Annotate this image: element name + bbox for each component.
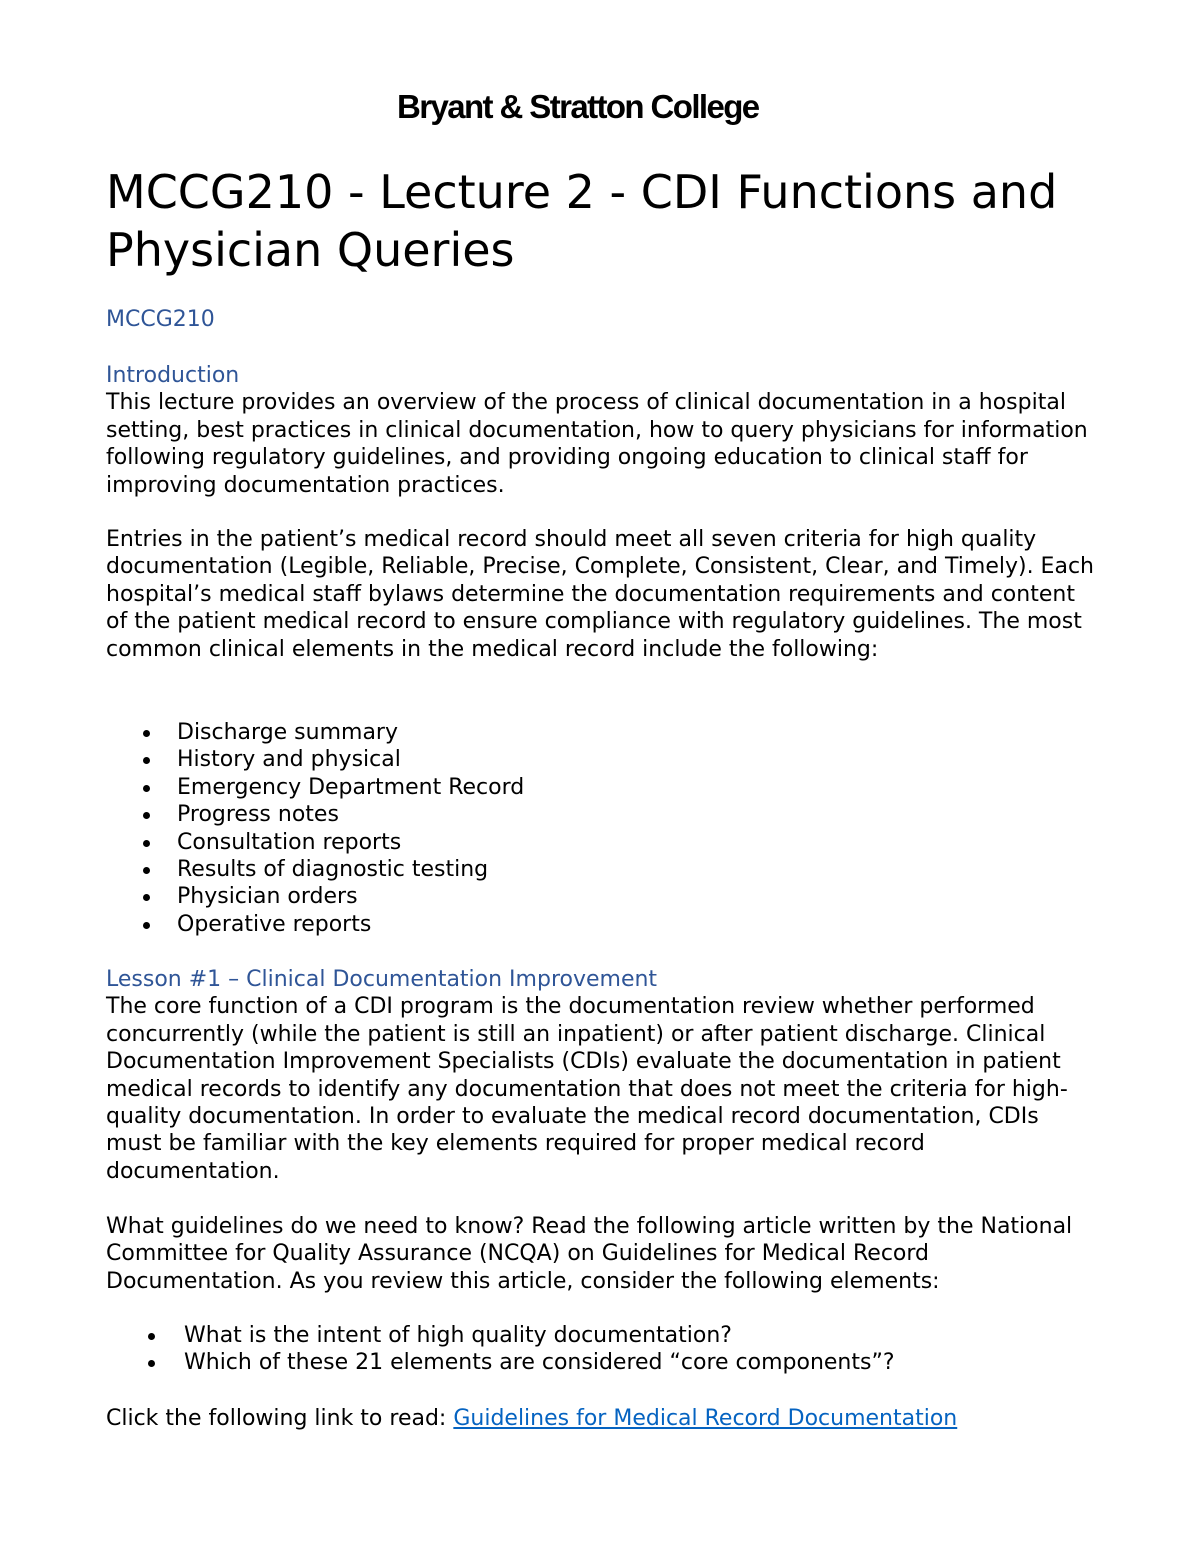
review-questions-list [106,1322,895,1377]
list-item: Operative reports [106,911,524,938]
link-line [106,1405,1101,1432]
lesson1-section [106,966,1101,1185]
lesson1-paragraph: The core function of a CDI program is the documentation review whether performed concurrently (while the patient is still an inpatient) or after patient discharge. Clinical Documentation Improvement Specialists (CDIs) evaluate the documentation in patient medical records to identify any documentation that does not meet the criteria for high-quality documentation. In order to evaluate the medical record documentation, CDIs must be familiar with the key elements required for proper medical record documentation. [106,994,1068,1184]
lesson1-heading: Lesson #1 – Clinical Documentation Improvement [106,967,658,992]
introduction-section [106,362,1101,499]
list-item: Emergency Department Record [106,774,524,801]
introduction-paragraph: This lecture provides an overview of the process of clinical documentation in a hospital setting, best practices in clinical documentation, how to query physicians for information following regulatory guidelines, and providing ongoing education to clinical staff for improving documentation practices. [106,390,1088,498]
link-prompt: Click the following link to read: [106,1406,454,1431]
criteria-paragraph: Entries in the patient’s medical record should meet all seven criteria for high quality documentation (Legible, Reliable, Precise, Complete, Consistent, Clear, and Timely). Each hospital’s medical staff bylaws determine the documentation requirements and content of the patient medical record to ensure compliance with regulatory guidelines. The most common clinical elements in the medical record include the following: [106,527,1094,662]
list-item: Consultation reports [106,829,524,856]
clinical-elements-list [106,719,524,938]
list-item: Which of these 21 elements are considered “core components”? [106,1349,895,1376]
guidelines-link[interactable]: Guidelines for Medical Record Documentation [453,1406,958,1431]
list-item: Physician orders [106,883,524,910]
introduction-heading: Introduction [106,363,240,388]
page-title: MCCG210 - Lecture 2 - CDI Functions and Physician Queries [106,165,1058,277]
list-item: History and physical [106,746,524,773]
guidelines-paragraph: What guidelines do we need to know? Read the following article written by the National Committee for Quality Assurance (NCQA) on Guidelines for Medical Record Documentation. As you review this article, consider the following elements: [106,1214,1073,1294]
course-code: MCCG210 [106,307,215,332]
college-logo: Bryant & Stratton College [397,88,759,125]
list-item: Results of diagnostic testing [106,856,524,883]
list-item: Progress notes [106,801,524,828]
list-item: What is the intent of high quality documentation? [106,1322,895,1349]
list-item: Discharge summary [106,719,524,746]
